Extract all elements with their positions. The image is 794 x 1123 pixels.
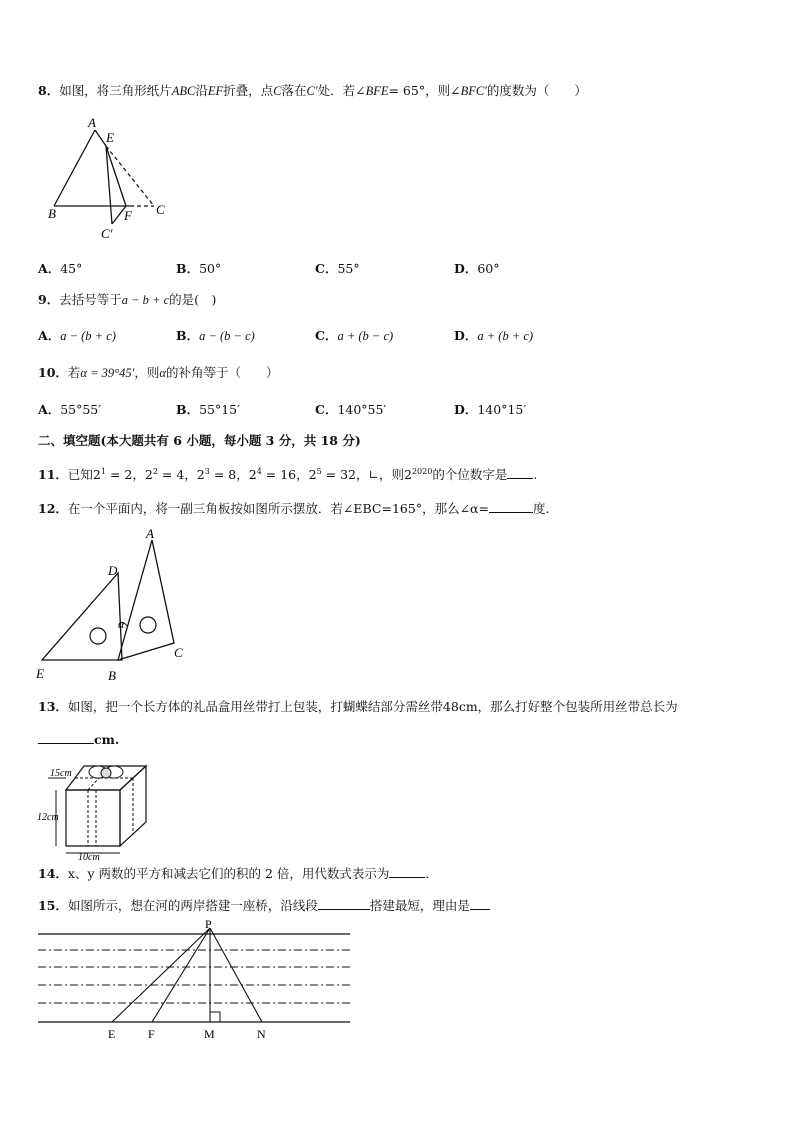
q8-option-d: D．60° xyxy=(454,261,500,276)
q8-label-a: A xyxy=(88,115,96,130)
question-12: 12．在一个平面内，将一副三角板按如图所示摆放．若∠EBC=165°，那么∠α= 度. xyxy=(38,501,550,516)
q13-label-height: 12cm xyxy=(37,812,59,823)
q10-option-b: B．55°15′ xyxy=(176,402,240,417)
q8-label-c: C xyxy=(156,202,165,217)
q8-label-c1: C′ xyxy=(101,226,113,241)
q12-label-a: A xyxy=(146,526,154,541)
q8-fold-ef xyxy=(106,146,126,206)
q15-label-p: P xyxy=(205,918,212,931)
q13-label-width: 10cm xyxy=(78,852,100,860)
q10-option-d: D．140°15′ xyxy=(454,402,527,417)
q9-option-d: D．a + (b + c) xyxy=(454,328,534,343)
q8-option-a: A．45° xyxy=(38,261,83,276)
q12-label-c: C xyxy=(174,645,183,660)
q8-label-b: B xyxy=(48,206,56,221)
q12-triangle-dbe xyxy=(42,573,122,660)
question-14: 14．x、y 两数的平方和减去它们的积的 2 倍，用代数式表示为 . xyxy=(38,866,430,881)
question-11: 11．已知$2^1 = 2$，$2^2 = 4$，$2^3 = 8$，$2^4 = 16$，$2^5 = 32$，∟，则$2^{2020}$的个位数字是 . xyxy=(38,466,538,482)
q15-segment-pn xyxy=(210,928,262,1022)
question-9: 9．去括号等于a − b + c的是( ) xyxy=(38,292,217,307)
q12-triangle-hole-left xyxy=(90,628,106,644)
q15-river-bridge-figure xyxy=(36,918,354,1046)
q12-triangle-abc xyxy=(118,540,174,660)
q8-side-ab xyxy=(54,130,95,206)
q15-label-m: M xyxy=(204,1027,215,1041)
q15-right-angle-mark xyxy=(210,1012,220,1022)
q8-label-f: F xyxy=(124,208,132,223)
answer-blank[interactable] xyxy=(489,500,533,513)
q13-gift-box-figure xyxy=(34,756,156,860)
q8-dashed-ec xyxy=(106,146,154,206)
q9-option-a: A．a − (b + c) xyxy=(38,328,116,343)
answer-blank[interactable] xyxy=(470,897,490,910)
answer-blank[interactable] xyxy=(507,466,533,479)
q8-side-ae xyxy=(95,130,106,146)
question-10: 10．若α = 39°45′，则α的补角等于（ ） xyxy=(38,365,279,380)
q12-label-e: E xyxy=(36,666,44,681)
question-8: 8．如图，将三角形纸片ABC沿EF折叠，点C落在C′处．若∠BFE= 65°，则∠BFC′的度数为（ ） xyxy=(38,83,587,98)
q12-triangle-hole-right xyxy=(140,617,156,633)
question-13: 13．如图，把一个长方体的礼品盒用丝带打上包装，打蝴蝶结部分需丝带48cm，那么打好整个包装所用丝带总长为 xyxy=(38,699,678,714)
q8-label-e: E xyxy=(106,130,114,145)
q8-option-c: C．55° xyxy=(315,261,360,276)
section-2-heading: 二、填空题(本大题共有 6 小题，每小题 3 分，共 18 分) xyxy=(38,433,361,448)
q10-option-c: C．140°55′ xyxy=(315,402,387,417)
q12-label-d: D xyxy=(108,563,118,578)
q12-set-squares-figure xyxy=(34,526,194,686)
q9-option-c: C．a + (b − c) xyxy=(315,328,394,343)
q13-label-depth: 15cm xyxy=(50,768,72,779)
answer-blank[interactable] xyxy=(38,731,94,744)
q12-label-alpha: α xyxy=(118,617,125,631)
q10-option-a: A．55°55′ xyxy=(38,402,102,417)
q13-box-front xyxy=(66,790,120,846)
q13-bow-knot xyxy=(101,768,111,778)
q15-label-f: F xyxy=(148,1027,155,1041)
q15-label-n: N xyxy=(257,1027,266,1041)
q12-label-b: B xyxy=(108,668,116,683)
answer-blank[interactable] xyxy=(389,865,425,878)
q15-label-e: E xyxy=(108,1027,116,1041)
q8-folded-ec1 xyxy=(106,146,112,224)
q9-option-b: B．a − (b − c) xyxy=(176,328,255,343)
question-13-answer-line: cm. xyxy=(38,731,119,747)
q8-fold-figure xyxy=(40,112,180,244)
question-15: 15．如图所示，想在河的两岸搭建一座桥，沿线段 搭建最短，理由是 xyxy=(38,897,490,913)
q8-option-b: B．50° xyxy=(176,261,222,276)
answer-blank[interactable] xyxy=(318,897,370,910)
